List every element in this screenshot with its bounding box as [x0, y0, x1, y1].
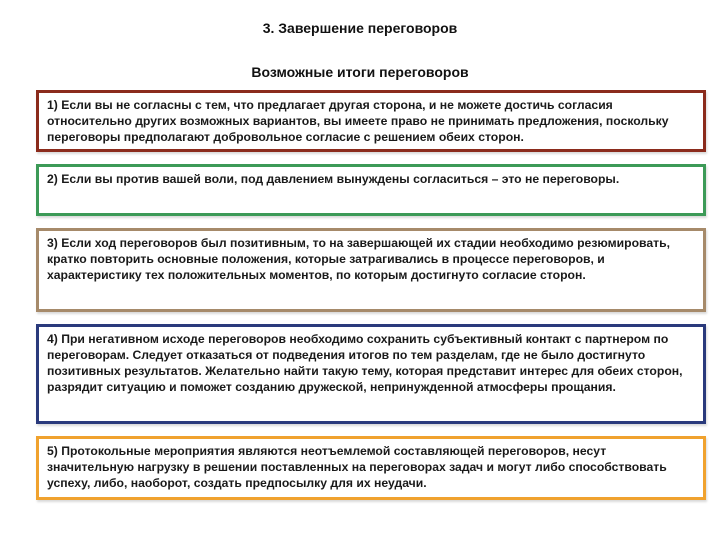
- page-title: 3. Завершение переговоров: [262, 20, 458, 36]
- outcome-text-3: 3) Если ход переговоров был позитивным, то на завершающей их стадии необходимо резюмировать, кратко повторить основные положения, которые затрагивались в процессе переговоров, и характеристику тех положительных моментов, по которым достигнуто согласие сторон.: [47, 236, 670, 282]
- outcome-box-5: [36, 436, 706, 500]
- outcome-text-2: 2) Если вы против вашей воли, под давлением вынуждены согласиться – это не переговоры.: [47, 172, 620, 186]
- outcome-box-1: [36, 90, 706, 152]
- section-subtitle: Возможные итоги переговоров: [251, 64, 469, 80]
- outcome-text-1: 1) Если вы не согласны с тем, что предлагает другая сторона, и не можете достичь согласия относительно других возможных вариантов, вы имеете право не принимать предложения, поскольку переговоры предполагают добровольное согласие с решением обеих сторон.: [47, 98, 669, 144]
- outcome-text-5: 5) Протокольные мероприятия являются неотъемлемой составляющей переговоров, несут значительную нагрузку в решении поставленных на переговорах задач и могут либо способствовать успеху, либо, наоборот, создать предпосылку для их неудачи.: [47, 444, 667, 490]
- outcome-text-4: 4) При негативном исходе переговоров необходимо сохранить субъективный контакт с партнером по переговорам. Следует отказаться от подведения итогов по тем разделам, где не было достигнуто позитивных результатов. Желательно найти такую тему, которая представит интерес для обеих сторон, разрядит ситуацию и поможет созданию дружеской, непринужденной атмосферы прощания.: [47, 332, 683, 394]
- outcome-box-4: [36, 324, 706, 424]
- outcome-box-2: [36, 164, 706, 216]
- outcome-box-3: [36, 228, 706, 312]
